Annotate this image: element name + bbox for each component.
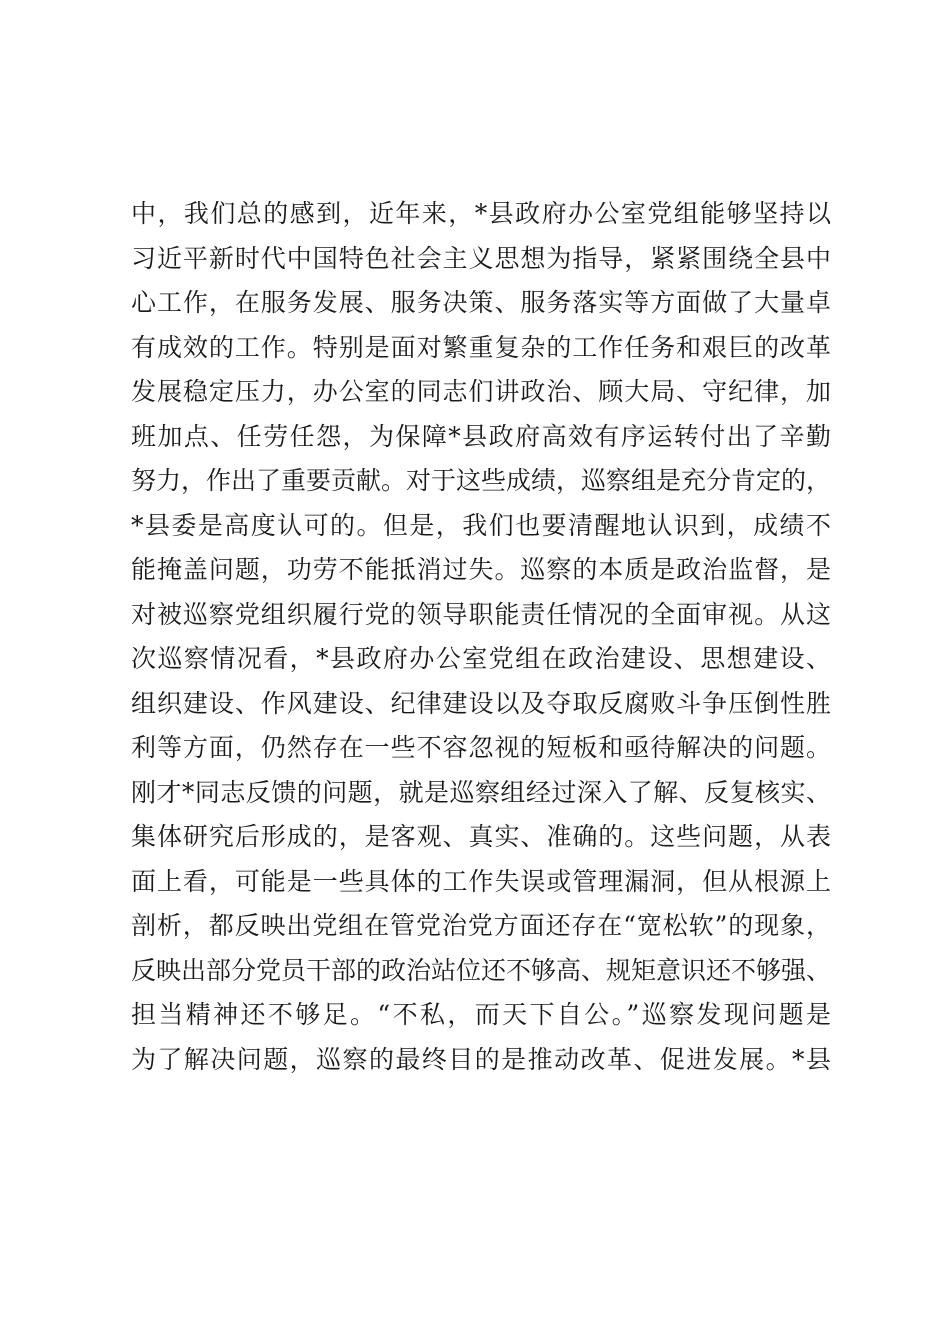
text-line: 组织建设、作风建设、纪律建设以及夺取反腐败斗争压倒性胜	[131, 688, 831, 718]
text-line: 为了解决问题，巡察的最终目的是推动改革、促进发展。*县	[131, 1044, 831, 1074]
text-line: 面上看，可能是一些具体的工作失误或管理漏洞，但从根源上	[131, 866, 831, 896]
text-line: *县委是高度认可的。但是，我们也要清醒地认识到，成绩不	[131, 510, 831, 540]
text-line: 中，我们总的感到，近年来，*县政府办公室党组能够坚持以	[131, 199, 831, 228]
text-line: 刚才*同志反馈的问题，就是巡察组经过深入了解、反复核实、	[131, 777, 831, 807]
text-line: 努力，作出了重要贡献。对于这些成绩，巡察组是充分肯定的，	[131, 466, 832, 495]
text-line: 对被巡察党组织履行党的领导职能责任情况的全面审视。从这	[131, 599, 831, 629]
text-line: 担当精神还不够足。“不私，而天下自公。”巡察发现问题是	[131, 1000, 831, 1029]
body-paragraph	[131, 192, 831, 1082]
text-line: 能掩盖问题，功劳不能抵消过失。巡察的本质是政治监督，是	[131, 555, 831, 584]
text-line: 班加点、任劳任怨，为保障*县政府高效有序运转付出了辛勤	[131, 421, 831, 451]
text-line: 发展稳定压力，办公室的同志们讲政治、顾大局、守纪律，加	[131, 377, 831, 406]
text-line: 反映出部分党员干部的政治站位还不够高、规矩意识还不够强、	[131, 955, 832, 985]
text-line: 剖析，都反映出党组在管党治党方面还存在“宽松软”的现象，	[131, 911, 831, 940]
text-line: 心工作，在服务发展、服务决策、服务落实等方面做了大量卓	[131, 288, 831, 317]
text-line: 习近平新时代中国特色社会主义思想为指导，紧紧围绕全县中	[131, 243, 831, 273]
text-line: 集体研究后形成的，是客观、真实、准确的。这些问题，从表	[131, 822, 831, 851]
text-line: 利等方面，仍然存在一些不容忽视的短板和亟待解决的问题。	[131, 733, 831, 762]
text-line: 有成效的工作。特别是面对繁重复杂的工作任务和艰巨的改革	[131, 332, 831, 362]
text-line: 次巡察情况看，*县政府办公室党组在政治建设、思想建设、	[131, 644, 831, 673]
